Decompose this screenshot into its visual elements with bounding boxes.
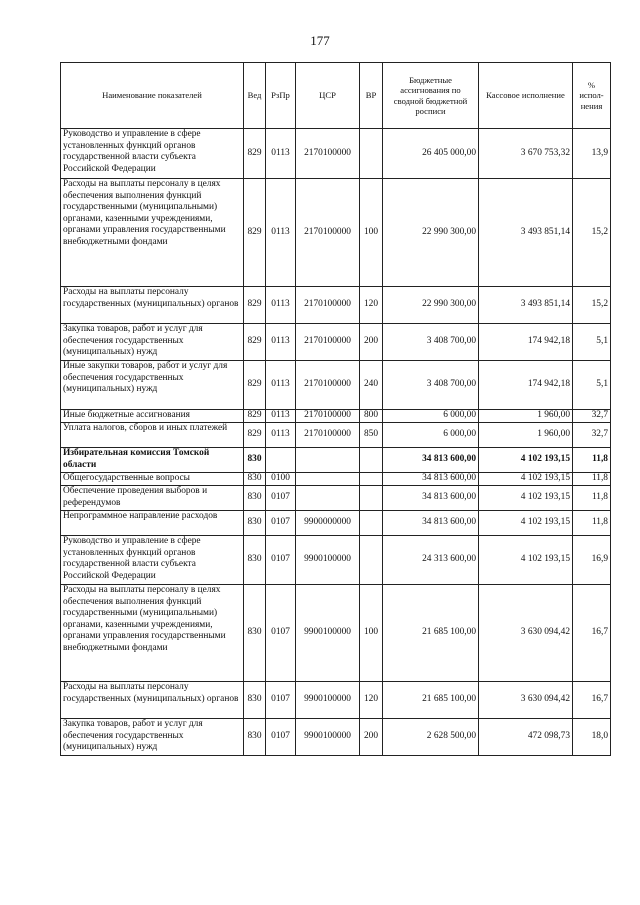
cell-pct: 11,8 <box>573 473 611 486</box>
table-row <box>61 287 611 324</box>
cell-pct: 16,9 <box>573 536 611 585</box>
cell-vr: 120 <box>360 287 383 324</box>
table-row <box>61 448 611 473</box>
cell-name: Руководство и управление в сфере установленных функций органов государственной власти субъекта Российской Федерации <box>61 536 244 585</box>
cell-vr <box>360 129 383 179</box>
cell-cash: 472 098,73 <box>479 719 573 756</box>
cell-pct: 15,2 <box>573 287 611 324</box>
cell-name: Иные бюджетные ассигнования <box>61 410 244 423</box>
cell-ved: 829 <box>244 129 266 179</box>
table-row <box>61 536 611 585</box>
cell-vr <box>360 536 383 585</box>
cell-csr: 9900100000 <box>296 536 360 585</box>
cell-rzpr: 0107 <box>266 486 296 511</box>
cell-rzpr: 0113 <box>266 324 296 361</box>
cell-ved: 829 <box>244 324 266 361</box>
cell-cash: 3 630 094,42 <box>479 682 573 719</box>
cell-cash: 174 942,18 <box>479 361 573 410</box>
cell-name: Непрограммное направление расходов <box>61 511 244 536</box>
cell-csr: 9900100000 <box>296 585 360 682</box>
cell-cash: 4 102 193,15 <box>479 448 573 473</box>
table-row <box>61 361 611 410</box>
cell-pct: 5,1 <box>573 361 611 410</box>
cell-vr <box>360 448 383 473</box>
cell-budget: 3 408 700,00 <box>383 324 479 361</box>
cell-cash: 1 960,00 <box>479 423 573 448</box>
cell-vr: 200 <box>360 324 383 361</box>
cell-rzpr: 0113 <box>266 287 296 324</box>
cell-vr: 850 <box>360 423 383 448</box>
cell-budget: 22 990 300,00 <box>383 287 479 324</box>
cell-csr: 2170100000 <box>296 324 360 361</box>
cell-rzpr: 0107 <box>266 682 296 719</box>
cell-cash: 3 630 094,42 <box>479 585 573 682</box>
cell-rzpr: 0100 <box>266 473 296 486</box>
cell-ved: 829 <box>244 361 266 410</box>
table-row <box>61 486 611 511</box>
cell-cash: 1 960,00 <box>479 410 573 423</box>
cell-csr <box>296 448 360 473</box>
cell-pct: 16,7 <box>573 585 611 682</box>
cell-csr: 9900100000 <box>296 682 360 719</box>
cell-cash: 4 102 193,15 <box>479 536 573 585</box>
cell-budget: 24 313 600,00 <box>383 536 479 585</box>
cell-budget: 34 813 600,00 <box>383 473 479 486</box>
cell-budget: 6 000,00 <box>383 410 479 423</box>
cell-name: Закупка товаров, работ и услуг для обеспечения государственных (муниципальных) нужд <box>61 719 244 756</box>
cell-rzpr: 0113 <box>266 361 296 410</box>
cell-name: Закупка товаров, работ и услуг для обеспечения государственных (муниципальных) нужд <box>61 324 244 361</box>
cell-csr <box>296 486 360 511</box>
cell-budget: 26 405 000,00 <box>383 129 479 179</box>
table-row <box>61 682 611 719</box>
col-header-rzpr: РзПр <box>266 63 296 129</box>
cell-rzpr: 0113 <box>266 410 296 423</box>
cell-pct: 11,8 <box>573 511 611 536</box>
cell-budget: 21 685 100,00 <box>383 682 479 719</box>
cell-budget: 34 813 600,00 <box>383 511 479 536</box>
cell-name: Расходы на выплаты персоналу в целях обеспечения выполнения функций государственными (муниципальными) органами, казенными учреждениями, органами управления государственными внебюджетными фондами <box>61 585 244 682</box>
cell-vr <box>360 473 383 486</box>
cell-rzpr <box>266 448 296 473</box>
cell-budget: 2 628 500,00 <box>383 719 479 756</box>
cell-pct: 15,2 <box>573 179 611 287</box>
cell-pct: 32,7 <box>573 410 611 423</box>
cell-name: Руководство и управление в сфере установленных функций органов государственной власти субъекта Российской Федерации <box>61 129 244 179</box>
cell-rzpr: 0113 <box>266 179 296 287</box>
cell-vr: 200 <box>360 719 383 756</box>
cell-csr: 2170100000 <box>296 361 360 410</box>
table-row <box>61 511 611 536</box>
cell-vr: 100 <box>360 179 383 287</box>
cell-ved: 830 <box>244 719 266 756</box>
cell-cash: 174 942,18 <box>479 324 573 361</box>
cell-csr: 2170100000 <box>296 129 360 179</box>
cell-ved: 829 <box>244 410 266 423</box>
table-body <box>61 129 611 756</box>
cell-csr: 9900000000 <box>296 511 360 536</box>
cell-ved: 830 <box>244 585 266 682</box>
cell-ved: 830 <box>244 682 266 719</box>
cell-name: Расходы на выплаты персоналу государственных (муниципальных) органов <box>61 682 244 719</box>
cell-rzpr: 0113 <box>266 423 296 448</box>
cell-ved: 830 <box>244 473 266 486</box>
cell-name: Общегосударственные вопросы <box>61 473 244 486</box>
cell-ved: 829 <box>244 287 266 324</box>
cell-name: Расходы на выплаты персоналу в целях обеспечения выполнения функций государственными (муниципальными) органами, казенными учреждениями, органами управления государственными внебюджетными фондами <box>61 179 244 287</box>
cell-cash: 3 493 851,14 <box>479 287 573 324</box>
col-header-pct: % испол- нения <box>573 63 611 129</box>
cell-csr: 2170100000 <box>296 287 360 324</box>
cell-vr <box>360 486 383 511</box>
cell-rzpr: 0113 <box>266 129 296 179</box>
cell-cash: 4 102 193,15 <box>479 473 573 486</box>
col-header-name: Наименование показателей <box>61 63 244 129</box>
col-header-vr: ВР <box>360 63 383 129</box>
cell-name: Обеспечение проведения выборов и референдумов <box>61 486 244 511</box>
cell-rzpr: 0107 <box>266 511 296 536</box>
table-row <box>61 719 611 756</box>
cell-csr: 2170100000 <box>296 179 360 287</box>
page-number: 177 <box>310 33 330 48</box>
cell-vr <box>360 511 383 536</box>
table-header-row <box>61 63 611 129</box>
cell-pct: 5,1 <box>573 324 611 361</box>
cell-budget: 21 685 100,00 <box>383 585 479 682</box>
cell-budget: 34 813 600,00 <box>383 448 479 473</box>
cell-pct: 11,8 <box>573 448 611 473</box>
table-row <box>61 129 611 179</box>
cell-cash: 4 102 193,15 <box>479 486 573 511</box>
cell-name: Уплата налогов, сборов и иных платежей <box>61 423 244 448</box>
cell-budget: 3 408 700,00 <box>383 361 479 410</box>
cell-pct: 11,8 <box>573 486 611 511</box>
cell-cash: 3 670 753,32 <box>479 129 573 179</box>
col-header-ved: Вед <box>244 63 266 129</box>
cell-vr: 100 <box>360 585 383 682</box>
cell-ved: 830 <box>244 448 266 473</box>
cell-csr: 9900100000 <box>296 719 360 756</box>
cell-pct: 18,0 <box>573 719 611 756</box>
cell-rzpr: 0107 <box>266 536 296 585</box>
cell-budget: 6 000,00 <box>383 423 479 448</box>
table-row <box>61 473 611 486</box>
table-row <box>61 423 611 448</box>
cell-ved: 830 <box>244 536 266 585</box>
cell-csr: 2170100000 <box>296 410 360 423</box>
cell-pct: 13,9 <box>573 129 611 179</box>
table-row <box>61 410 611 423</box>
cell-vr: 120 <box>360 682 383 719</box>
cell-name: Избирательная комиссия Томской области <box>61 448 244 473</box>
cell-ved: 829 <box>244 423 266 448</box>
cell-vr: 800 <box>360 410 383 423</box>
cell-cash: 3 493 851,14 <box>479 179 573 287</box>
cell-csr <box>296 473 360 486</box>
cell-ved: 830 <box>244 486 266 511</box>
table-row <box>61 324 611 361</box>
cell-vr: 240 <box>360 361 383 410</box>
table-row <box>61 179 611 287</box>
cell-rzpr: 0107 <box>266 585 296 682</box>
cell-cash: 4 102 193,15 <box>479 511 573 536</box>
cell-ved: 829 <box>244 179 266 287</box>
cell-pct: 16,7 <box>573 682 611 719</box>
cell-name: Иные закупки товаров, работ и услуг для обеспечения государственных (муниципальных) нужд <box>61 361 244 410</box>
cell-ved: 830 <box>244 511 266 536</box>
budget-execution-table <box>60 62 611 756</box>
col-header-budget: Бюджетные ассигнования по сводной бюджетной росписи <box>383 63 479 129</box>
cell-name: Расходы на выплаты персоналу государственных (муниципальных) органов <box>61 287 244 324</box>
cell-csr: 2170100000 <box>296 423 360 448</box>
cell-rzpr: 0107 <box>266 719 296 756</box>
col-header-csr: ЦСР <box>296 63 360 129</box>
table-row <box>61 585 611 682</box>
cell-budget: 34 813 600,00 <box>383 486 479 511</box>
cell-pct: 32,7 <box>573 423 611 448</box>
cell-budget: 22 990 300,00 <box>383 179 479 287</box>
col-header-cash: Кассовое исполнение <box>479 63 573 129</box>
